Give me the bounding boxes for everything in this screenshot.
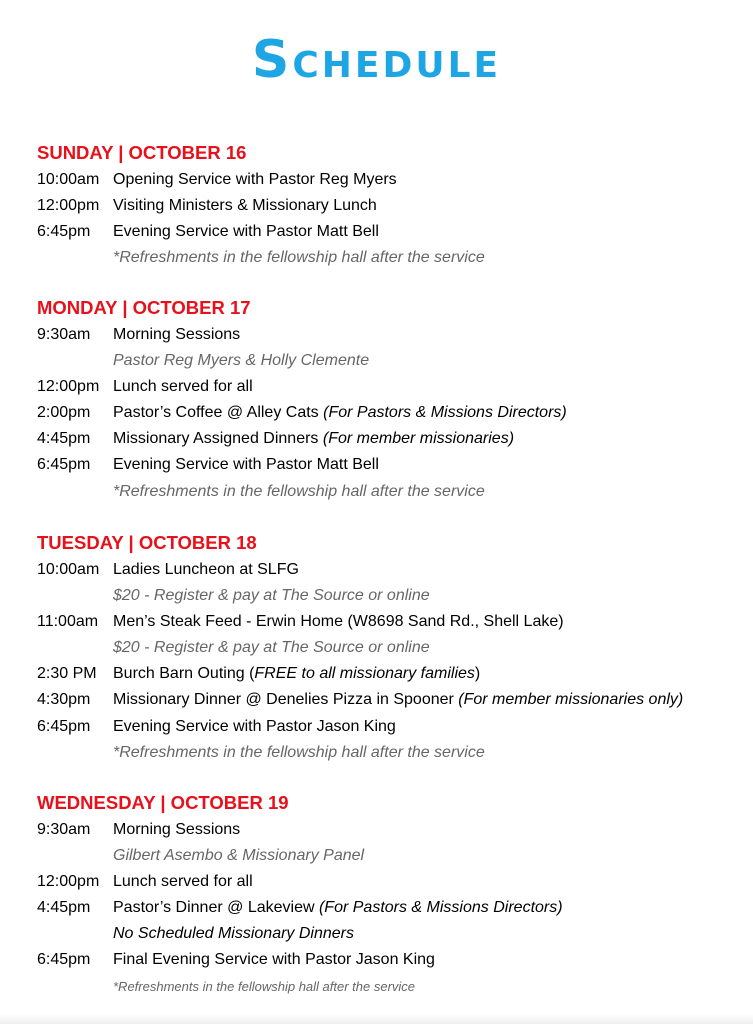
schedule-row [37,426,737,452]
day-section-sunday [37,139,737,271]
event-note: $20 - Register & pay at The Source or online [113,587,430,605]
schedule-row [37,895,737,921]
event-description [113,661,480,687]
event-note: *Refreshments in the fellowship hall after the service [113,743,485,761]
event-time: 10:00am [37,561,100,578]
event-time: 11:00am [37,613,99,631]
event-audience: (For member missionaries) [322,430,515,448]
schedule-row [37,219,737,245]
event-audience: (For Pastors & Missions Directors) [323,404,567,422]
day-heading: WEDNESDAY | OCTOBER 19 [37,792,289,813]
event-text: Pastor’s Dinner @ Lakeview [113,899,319,917]
event-text-end: ) [474,665,481,683]
event-description: Evening Service with Pastor Matt Bell [113,223,379,241]
event-description: Men’s Steak Feed - Erwin Home (W8698 Sand Rd., Shell Lake) [113,613,564,631]
event-time: 6:45pm [37,223,91,241]
schedule-row [37,817,737,843]
event-time: 4:30pm [37,691,91,709]
day-section-wednesday [37,789,737,1000]
day-heading: MONDAY | OCTOBER 17 [37,297,251,318]
schedule-note-row [37,974,737,1000]
event-time: 4:45pm [37,899,91,917]
event-description [113,400,567,426]
event-time: 6:45pm [37,456,91,474]
schedule-row [37,374,737,400]
event-text: Missionary Dinner @ Denelies Pizza in Spooner [113,691,459,709]
schedule-row [37,714,737,740]
event-note: Gilbert Asembo & Missionary Panel [113,847,365,865]
schedule-note-row [37,348,737,374]
day-section-monday [37,294,737,505]
event-time: 12:00pm [37,873,100,891]
event-time: 9:30am [37,821,91,838]
event-time: 6:45pm [37,717,91,735]
event-description: Lunch served for all [113,378,253,396]
schedule-row [37,557,737,583]
schedule-note-row [37,583,737,609]
event-audience: FREE to all missionary families [254,665,475,683]
day-section-tuesday [37,529,737,766]
event-description: Final Evening Service with Pastor Jason King [113,951,435,969]
event-description [113,687,683,713]
schedule-row [37,687,737,713]
event-time: 4:45pm [37,430,91,448]
event-description [113,426,514,452]
event-note: $20 - Register & pay at The Source or online [113,639,430,657]
schedule-row [37,193,737,219]
schedule-note-row [37,635,737,661]
event-description: Lunch served for all [113,873,253,891]
event-description: Evening Service with Pastor Matt Bell [113,456,379,474]
schedule-note-row [37,740,737,766]
schedule-row [37,400,737,426]
event-description: Visiting Ministers & Missionary Lunch [113,197,377,215]
event-description: Morning Sessions [113,326,241,343]
page-bottom-edge [0,1014,753,1024]
event-audience: (For member missionaries only) [458,691,684,709]
schedule-row [37,322,737,348]
schedule-italic-row [37,921,737,947]
event-time: 9:30am [37,326,91,343]
schedule-row [37,869,737,895]
schedule-note-row [37,245,737,271]
page-title: Schedule [251,30,502,90]
event-description: Evening Service with Pastor Jason King [113,717,396,735]
event-text: Burch Barn Outing ( [113,665,255,683]
event-note: *Refreshments in the fellowship hall after the service [113,249,485,267]
event-text: Missionary Assigned Dinners [113,430,323,448]
schedule-note-row [37,843,737,869]
event-time: 12:00pm [37,378,100,396]
event-note: *Refreshments in the fellowship hall after the service [113,978,416,994]
schedule-row [37,452,737,478]
event-time: 2:00pm [37,404,91,422]
event-description [113,895,563,921]
event-note: Pastor Reg Myers & Holly Clemente [113,352,370,370]
event-audience: (For Pastors & Missions Directors) [318,899,563,917]
event-time: 6:45pm [37,951,91,969]
schedule-note-row [37,479,737,505]
event-time: 10:00am [37,171,100,188]
schedule-row [37,661,737,687]
schedule-row [37,947,737,973]
schedule-row [37,609,737,635]
event-description: Morning Sessions [113,821,241,838]
day-heading: SUNDAY | OCTOBER 16 [37,142,247,163]
event-time: 2:30 PM [37,665,97,683]
event-time: 12:00pm [37,197,100,215]
event-description: Ladies Luncheon at SLFG [113,561,299,578]
day-heading: TUESDAY | OCTOBER 18 [37,532,257,553]
schedule-row [37,167,737,193]
event-description: Opening Service with Pastor Reg Myers [113,171,397,188]
event-remark: No Scheduled Missionary Dinners [113,925,354,943]
event-text: Pastor’s Coffee @ Alley Cats [113,404,324,422]
event-note: *Refreshments in the fellowship hall after the service [113,482,485,500]
